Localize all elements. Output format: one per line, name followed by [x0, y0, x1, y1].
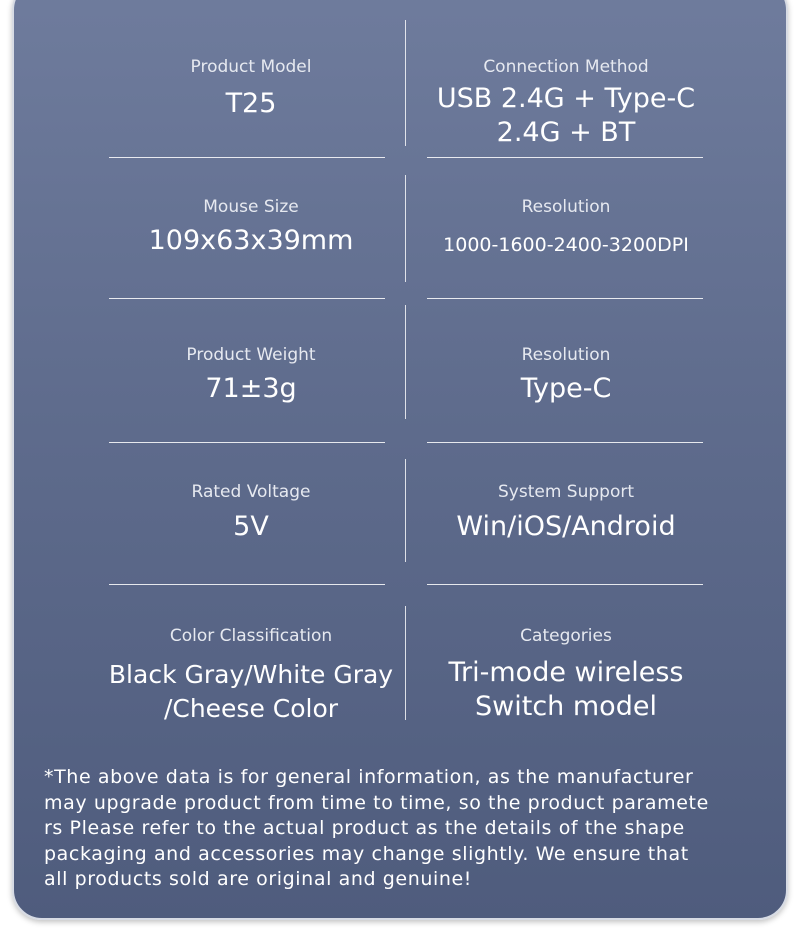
spec-color-classification [106, 626, 396, 726]
spec-product-weight [106, 345, 396, 406]
spec-label: Rated Voltage [191, 482, 311, 502]
spec-label: Color Classification [169, 626, 333, 646]
column-divider [405, 175, 406, 282]
spec-label: Product Weight [186, 345, 316, 365]
spec-label: Resolution [521, 197, 611, 217]
row-divider [427, 584, 703, 585]
spec-label: Product Model [190, 57, 312, 77]
spec-value: USB 2.4G + Type-C [436, 83, 696, 114]
spec-value: Black Gray/White Gray [108, 660, 394, 689]
row-divider [109, 442, 385, 443]
spec-value: 2.4G + BT [496, 117, 636, 148]
spec-value: Win/iOS/Android [456, 511, 676, 542]
spec-connection-method [421, 57, 711, 150]
note-line: *The above data is for general information, as the manufacturer [44, 766, 694, 788]
note-line: may upgrade product from time to time, so the product paramete [44, 791, 709, 814]
column-divider [405, 606, 406, 720]
disclaimer-note [44, 765, 774, 893]
spec-categories [421, 626, 711, 724]
spec-rated-voltage [106, 482, 396, 544]
spec-value: Tri-mode wireless [448, 657, 684, 688]
column-divider [405, 305, 406, 419]
note-line: rs Please refer to the actual product as the details of the shape [44, 817, 685, 839]
row-divider [109, 157, 385, 158]
spec-value: Switch model [475, 691, 657, 722]
spec-value: 1000-1600-2400-3200DPI [443, 234, 689, 256]
spec-value: T25 [225, 88, 277, 119]
row-divider [427, 157, 703, 158]
spec-system-support [421, 482, 711, 544]
spec-label: System Support [498, 482, 634, 502]
note-line: packaging and accessories may change slightly. We ensure that [44, 842, 689, 865]
spec-mouse-size [106, 197, 396, 258]
spec-value: Type-C [520, 373, 612, 404]
row-divider [109, 298, 385, 299]
spec-label: Categories [520, 626, 612, 646]
spec-label: Resolution [521, 345, 611, 365]
spec-value: 109x63x39mm [148, 225, 354, 256]
spec-product-model [106, 57, 396, 121]
spec-value: /Cheese Color [163, 694, 339, 723]
spec-resolution-port [421, 345, 711, 406]
note-line: all products sold are original and genuine! [44, 868, 473, 890]
spec-label: Mouse Size [203, 197, 299, 217]
spec-value: 5V [233, 511, 269, 542]
column-divider [405, 459, 406, 562]
row-divider [109, 584, 385, 585]
row-divider [427, 298, 703, 299]
spec-value: 71±3g [205, 373, 297, 404]
spec-label: Connection Method [483, 57, 649, 77]
column-divider [405, 20, 406, 146]
spec-resolution [421, 197, 711, 262]
row-divider [427, 442, 703, 443]
